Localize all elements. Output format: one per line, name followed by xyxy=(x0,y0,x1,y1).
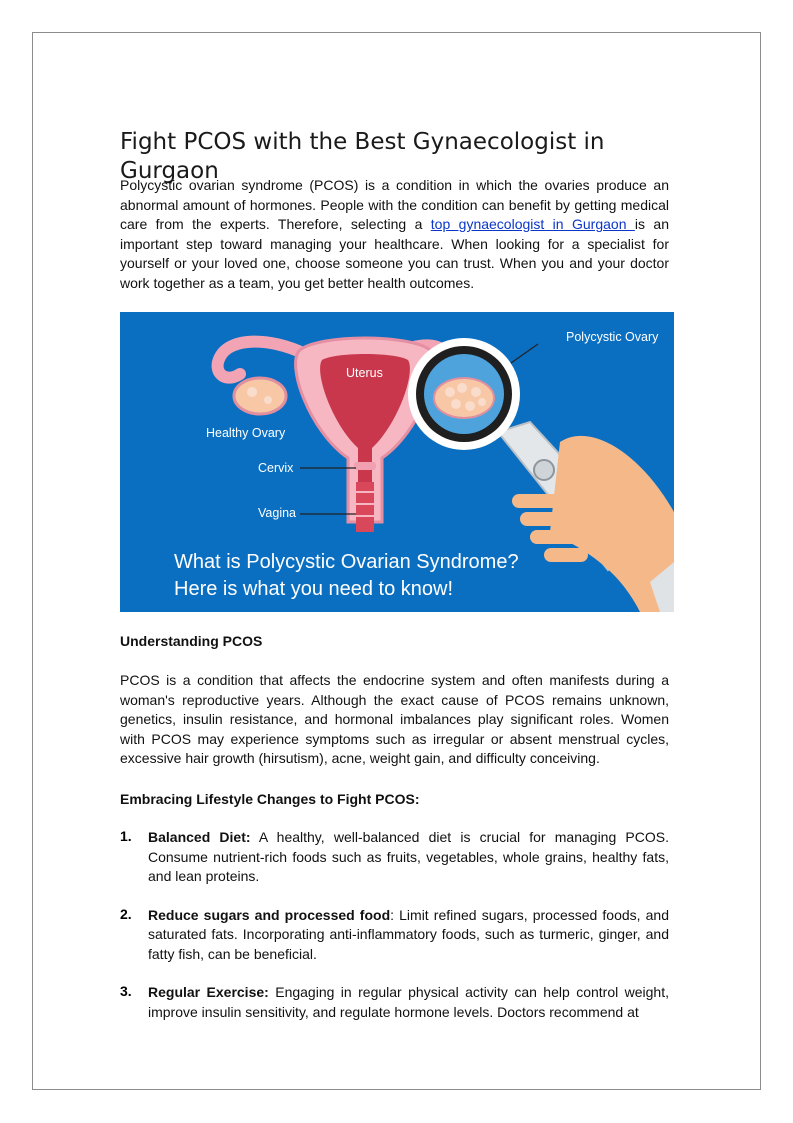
section-heading-understanding: Understanding PCOS xyxy=(120,633,263,649)
label-vagina: Vagina xyxy=(258,506,296,520)
list-item-title: Reduce sugars and processed food xyxy=(148,906,391,923)
list-item-number: 2. xyxy=(120,905,132,922)
list-item xyxy=(120,828,669,887)
label-cervix: Cervix xyxy=(258,461,294,475)
gynaecologist-link[interactable]: top gynaecologist in Gurgaon xyxy=(430,216,635,232)
list-item xyxy=(120,983,669,1022)
intro-paragraph xyxy=(120,176,669,293)
list-item-text xyxy=(148,828,669,887)
list-item-body: Engaging in regular physical activity can help control weight, improve insulin sensitivity, and regulate hormone levels. Doctors recommend at xyxy=(148,984,669,1020)
pcos-illustration xyxy=(120,312,674,612)
section-body-understanding: PCOS is a condition that affects the endocrine system and often manifests during a woman's reproductive years. Although the exact cause of PCOS remains unknown, genetics, insulin resistance, and hormonal imbalances play significant roles. Women with PCOS may experience symptoms such as irregular or absent menstrual cycles, excessive hair growth (hirsutism), acne, weight gain, and difficulty conceiving. xyxy=(120,672,669,766)
image-caption-line1: What is Polycystic Ovarian Syndrome? xyxy=(174,551,519,573)
lifestyle-list xyxy=(120,828,669,1022)
label-uterus: Uterus xyxy=(346,366,383,380)
section-heading-lifestyle: Embracing Lifestyle Changes to Fight PCOS: xyxy=(120,791,420,807)
label-healthy-ovary: Healthy Ovary xyxy=(206,426,286,440)
label-polycystic-ovary: Polycystic Ovary xyxy=(566,330,659,344)
list-item-number: 1. xyxy=(120,828,132,844)
list-item-title: Regular Exercise: xyxy=(148,984,269,1000)
list-item-body: : Limit refined sugars, processed foods, and saturated fats. Incorporating anti-inflammatory foods, such as turmeric, ginger, and fatty fish, can be beneficial. xyxy=(148,906,669,962)
intro-text-before: Polycystic ovarian syndrome (PCOS) is a condition in which the ovaries produce an abnormal amount of hormones. People with the condition can benefit by getting medical care from the experts. Therefore, selecting a xyxy=(120,177,669,232)
intro-text-after: is an important step toward managing your healthcare. When looking for a specialist for yourself or your loved one, choose someone you can trust. When you and your doctor work together as a team, you get better health outcomes. xyxy=(120,216,670,291)
list-item-body: A healthy, well-balanced diet is crucial for managing PCOS. Consume nutrient-rich foods such as fruits, vegetables, whole grains, healthy fats, and lean proteins. xyxy=(148,829,669,884)
list-item xyxy=(120,906,669,965)
list-item-text xyxy=(148,906,669,965)
list-item-title: Balanced Diet: xyxy=(148,829,251,845)
image-caption-line2: Here is what you need to know! xyxy=(174,578,454,600)
list-item-text xyxy=(148,983,669,1022)
page-title: Fight PCOS with the Best Gynaecologist in Gurgaon xyxy=(120,129,605,184)
list-item-number: 3. xyxy=(120,983,132,999)
